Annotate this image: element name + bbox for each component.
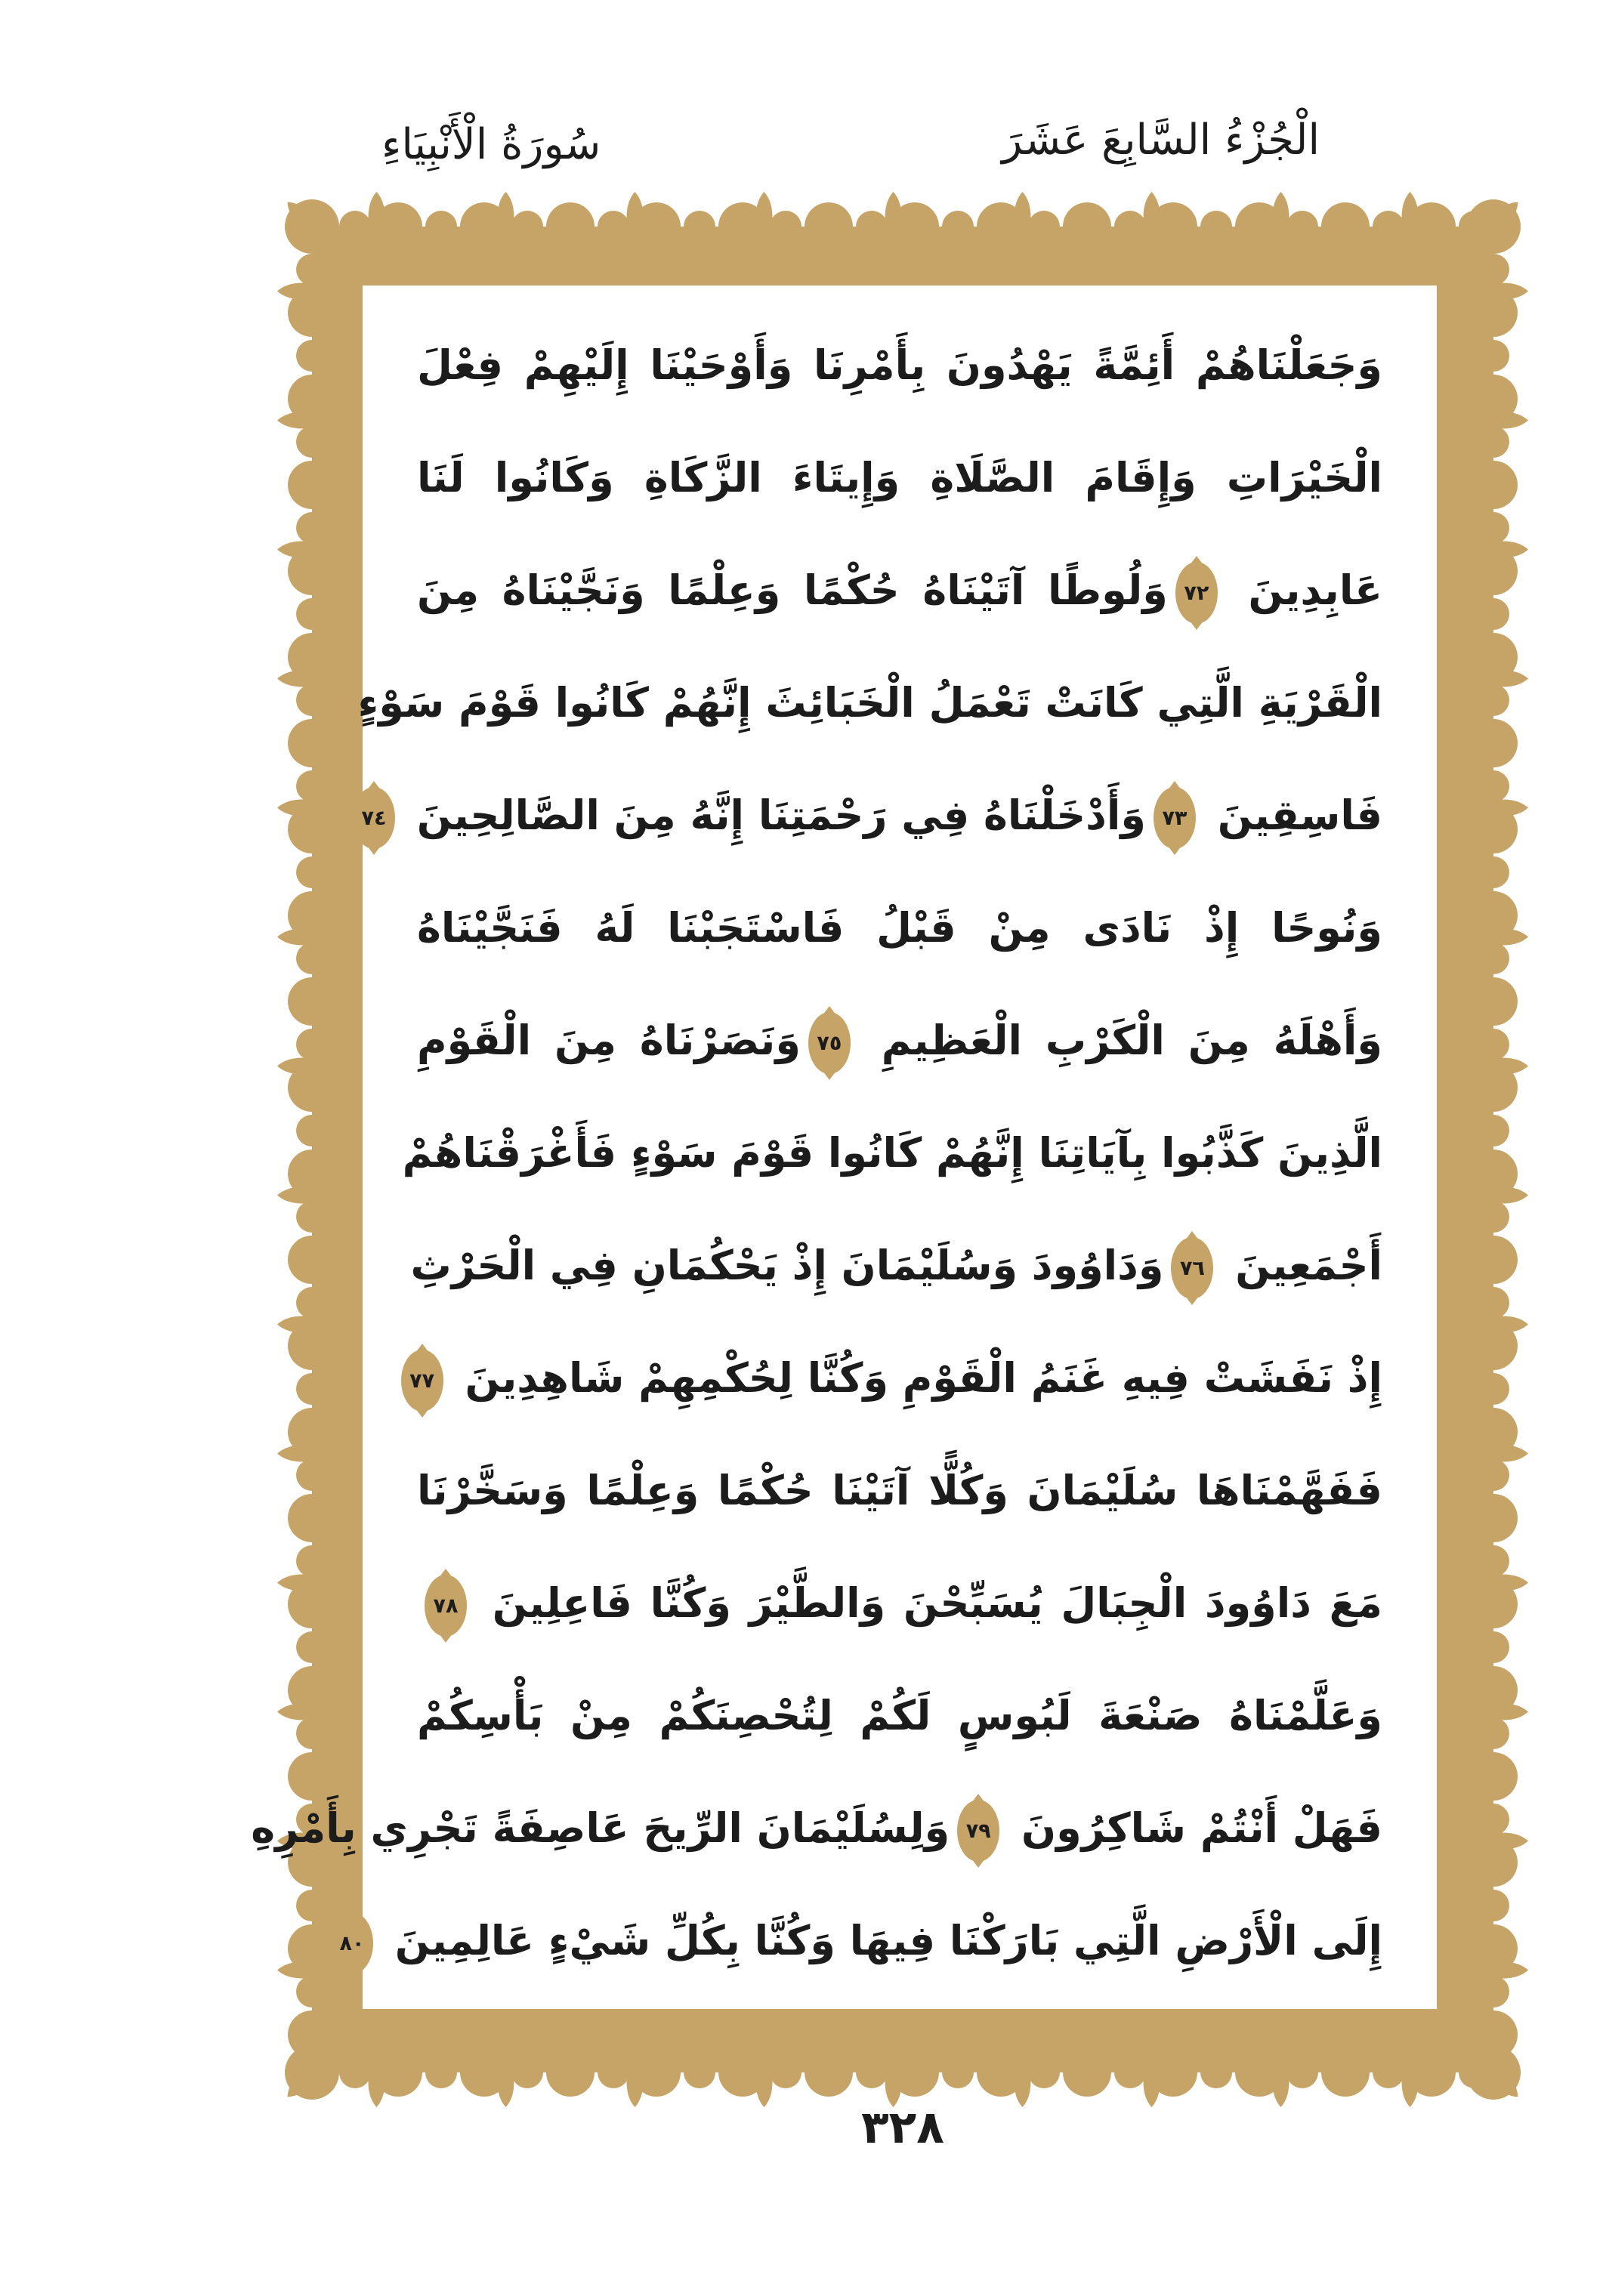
verse-number-marker xyxy=(1154,787,1196,849)
verse-number: ٧٤ xyxy=(361,806,387,830)
surah-header: سُورَةُ الْأَنْبِيَاءِ xyxy=(381,120,601,169)
quran-line xyxy=(417,1438,1382,1544)
verse-number: ٧٢ xyxy=(1184,581,1209,605)
verse-number-marker xyxy=(425,1575,467,1637)
quran-text-segment: وَلُوطًا آتَيْنَاهُ حُكْمًا وَعِلْمًا وَنَجَّيْنَاهُ مِنَ xyxy=(417,566,1168,614)
quran-line xyxy=(251,1776,1382,1881)
verse-number: ٧٨ xyxy=(433,1594,459,1618)
quran-line xyxy=(402,1100,1382,1206)
quran-text-segment: وَنُوحًا إِذْ نَادَى مِنْ قَبْلُ فَاسْتَجَبْنَا لَهُ فَنَجَّيْنَاهُ xyxy=(417,904,1382,952)
quran-text-panel xyxy=(251,285,1437,2009)
verse-number-marker xyxy=(957,1800,999,1862)
verse-number: ٧٩ xyxy=(965,1819,991,1843)
quran-line xyxy=(361,763,1382,869)
quran-line xyxy=(417,1663,1382,1769)
quran-text-segment: وَجَعَلْنَاهُمْ أَئِمَّةً يَهْدُونَ بِأَمْرِنَا وَأَوْحَيْنَا إِلَيْهِمْ فِعْلَ xyxy=(417,341,1382,389)
verse-number-marker xyxy=(1171,1237,1213,1299)
quran-line xyxy=(409,1325,1382,1431)
quran-line xyxy=(410,1213,1382,1319)
quran-text-segment: وَأَهْلَهُ مِنَ الْكَرْبِ الْعَظِيمِ xyxy=(881,1017,1382,1064)
verse-number-marker xyxy=(808,1012,851,1074)
verse-number-marker xyxy=(401,1350,443,1412)
quran-text-segment: فَاسِقِينَ xyxy=(1217,792,1382,839)
quran-text-segment: عَابِدِينَ xyxy=(1248,566,1382,614)
verse-number-marker xyxy=(1175,562,1218,624)
verse-number-marker xyxy=(331,1912,373,1974)
quran-text-segment: الْخَيْرَاتِ وَإِقَامَ الصَّلَاةِ وَإِيتَاءَ الزَّكَاةِ وَكَانُوا لَنَا xyxy=(417,454,1382,501)
quran-text-segment: الْقَرْيَةِ الَّتِي كَانَتْ تَعْمَلُ الْخَبَائِثَ إِنَّهُمْ كَانُوا قَوْمَ سَوْءٍ xyxy=(357,679,1382,727)
quran-text-segment: فَفَهَّمْنَاهَا سُلَيْمَانَ وَكُلًّا آتَيْنَا حُكْمًا وَعِلْمًا وَسَخَّرْنَا xyxy=(417,1467,1382,1514)
verse-number: ٨٠ xyxy=(339,1931,365,1955)
quran-text-segment: وَدَاوُودَ وَسُلَيْمَانَ إِذْ يَحْكُمَانِ فِي الْحَرْثِ xyxy=(410,1242,1164,1289)
quran-text-segment: إِلَى الْأَرْضِ الَّتِي بَارَكْنَا فِيهَا وَكُنَّا بِكُلِّ شَيْءٍ عَالِمِينَ xyxy=(394,1917,1382,1964)
quran-text-segment: إِذْ نَفَشَتْ فِيهِ غَنَمُ الْقَوْمِ وَكُنَّا لِحُكْمِهِمْ شَاهِدِينَ xyxy=(465,1354,1382,1402)
quran-line xyxy=(417,425,1382,531)
quran-line xyxy=(417,538,1382,643)
verse-number: ٧٥ xyxy=(817,1031,842,1055)
juz-header: الْجُزْءُ السَّابِعَ عَشَرَ xyxy=(1002,116,1320,165)
quran-text-segment: وَنَصَرْنَاهُ مِنَ الْقَوْمِ xyxy=(417,1017,801,1064)
verse-number: ٧٦ xyxy=(1179,1256,1205,1280)
quran-line xyxy=(417,875,1382,981)
quran-line xyxy=(417,988,1382,1094)
verse-number: ٧٧ xyxy=(409,1369,435,1393)
quran-text-segment: فَهَلْ أَنْتُمْ شَاكِرُونَ xyxy=(1021,1804,1382,1852)
quran-text-segment: الَّذِينَ كَذَّبُوا بِآيَاتِنَا إِنَّهُمْ كَانُوا قَوْمَ سَوْءٍ فَأَغْرَقْنَاهُمْ xyxy=(402,1129,1382,1177)
quran-text-segment: وَلِسُلَيْمَانَ الرِّيحَ عَاصِفَةً تَجْرِي بِأَمْرِهِ xyxy=(251,1804,950,1852)
quran-text-segment: مَعَ دَاوُودَ الْجِبَالَ يُسَبِّحْنَ وَالطَّيْرَ وَكُنَّا فَاعِلِينَ xyxy=(492,1579,1382,1627)
quran-text-segment: أَجْمَعِينَ xyxy=(1235,1242,1382,1289)
quran-line xyxy=(357,650,1382,756)
quran-line xyxy=(417,313,1382,418)
quran-line xyxy=(417,1551,1382,1656)
verse-number: ٧٣ xyxy=(1162,806,1188,830)
quran-text-segment: وَأَدْخَلْنَاهُ فِي رَحْمَتِنَا إِنَّهُ مِنَ الصَّالِحِينَ xyxy=(416,792,1146,839)
quran-line xyxy=(339,1888,1382,1994)
verse-number-marker xyxy=(353,787,395,849)
quran-text-segment: وَعَلَّمْنَاهُ صَنْعَةَ لَبُوسٍ لَكُمْ لِتُحْصِنَكُمْ مِنْ بَأْسِكُمْ xyxy=(417,1692,1382,1739)
page-number: ٣٢٨ xyxy=(861,2101,944,2154)
